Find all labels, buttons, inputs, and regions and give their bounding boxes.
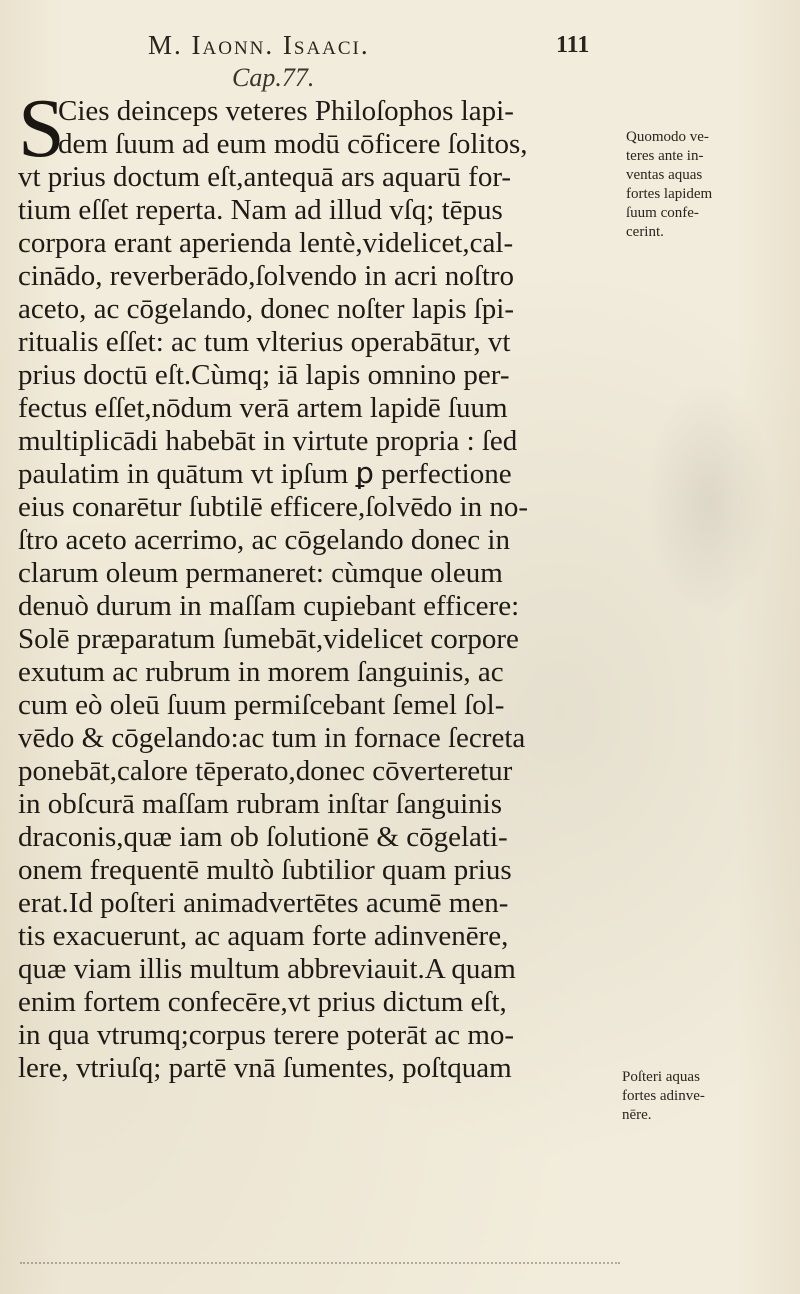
text-line: onem frequentē multò ſubtilior quam prius bbox=[18, 854, 512, 886]
text-line: vēdo & cōgelando:ac tum in fornace ſecreta bbox=[18, 722, 526, 754]
text-line: prius doctū eſt.Cùmq; iā lapis omnino per- bbox=[18, 359, 510, 391]
margin-note-line: ventas aquas bbox=[626, 167, 703, 183]
text-line: aceto, ac cōgelando, donec noſter lapis ſpi- bbox=[18, 293, 515, 325]
text-line: fectus eſſet,nōdum verā artem lapidē ſuum bbox=[18, 392, 508, 424]
text-line: enim fortem confecēre,vt prius dictum eſt, bbox=[18, 986, 507, 1018]
text-line: draconis,quæ iam ob ſolutionē & cōgelati- bbox=[18, 821, 508, 853]
margin-note-line: fortes adinve- bbox=[622, 1088, 705, 1104]
text-line: ponebāt,calore tēperato,donec cōverteretur bbox=[18, 755, 513, 787]
text-line: Solē præparatum ſumebāt,videlicet corpore bbox=[18, 623, 519, 655]
text-line: lere, vtriuſq; partē vnā ſumentes, poſtquam bbox=[18, 1052, 512, 1084]
text-line: Cies deinceps veteres Philoſophos lapi- bbox=[58, 95, 514, 127]
text-line: ſtro aceto acerrimo, ac cōgelando donec in bbox=[18, 524, 510, 556]
ink-bleed-through bbox=[640, 370, 780, 630]
margin-note-line: teres ante in- bbox=[626, 148, 704, 164]
margin-note-quomodo bbox=[626, 128, 776, 242]
text-line: tis exacuerunt, ac aquam forte adinvenēre, bbox=[18, 920, 509, 952]
text-line: cum eò oleū ſuum permiſcebant ſemel ſol- bbox=[18, 689, 505, 721]
text-line: quæ viam illis multum abbreviauit.A quam bbox=[18, 953, 516, 985]
text-line: clarum oleum permaneret: cùmque oleum bbox=[18, 557, 503, 589]
chapter-heading: Cap.77. bbox=[232, 63, 315, 92]
dropcap-initial: S bbox=[18, 82, 65, 175]
main-text-block bbox=[18, 82, 618, 1265]
text-line: exutum ac rubrum in morem ſanguinis, ac bbox=[18, 656, 504, 688]
page-number: 111 bbox=[556, 32, 590, 58]
margin-note-line: nēre. bbox=[622, 1107, 652, 1123]
margin-note-posteri bbox=[622, 1068, 772, 1125]
margin-note-line: cerint. bbox=[626, 224, 664, 240]
text-line: multiplicādi habebāt in virtute propria : ſed bbox=[18, 425, 518, 457]
text-line: in qua vtrumq;corpus terere poterāt ac mo- bbox=[18, 1019, 515, 1051]
text-line: dem ſuum ad eum modū cōficere ſolitos, bbox=[58, 128, 528, 160]
margin-note-line: Poſteri aquas bbox=[622, 1069, 700, 1085]
text-line: cinādo, reverberādo,ſolvendo in acri noſtro bbox=[18, 260, 515, 292]
page-header bbox=[0, 30, 800, 70]
text-line: tium eſſet reperta. Nam ad illud vſq; tēpus bbox=[18, 194, 503, 226]
bottom-catchline-trace bbox=[20, 1262, 620, 1267]
text-line: eius conarētur ſubtilē efficere,ſolvēdo in no- bbox=[18, 491, 528, 523]
margin-note-line: Quomodo ve- bbox=[626, 129, 709, 145]
text-line: in obſcurā maſſam rubram inſtar ſanguinis bbox=[18, 788, 503, 820]
text-line: erat.Id poſteri animadvertētes acumē men- bbox=[18, 887, 509, 919]
text-line: denuò durum in maſſam cupiebant efficere: bbox=[18, 590, 520, 622]
text-line: paulatim in quātum vt ipſum ꝑ perfectione bbox=[18, 458, 512, 490]
margin-note-line: ſuum confe- bbox=[626, 205, 699, 221]
running-head: M. Iaonn. Isaaci. bbox=[148, 30, 370, 60]
margin-note-line: fortes lapidem bbox=[626, 186, 713, 202]
text-line: ritualis eſſet: ac tum vlterius operabātur, vt bbox=[18, 326, 511, 358]
text-line: vt prius doctum eſt,antequā ars aquarū for- bbox=[18, 161, 512, 193]
text-line: corpora erant aperienda lentè,videlicet,cal- bbox=[18, 227, 514, 259]
